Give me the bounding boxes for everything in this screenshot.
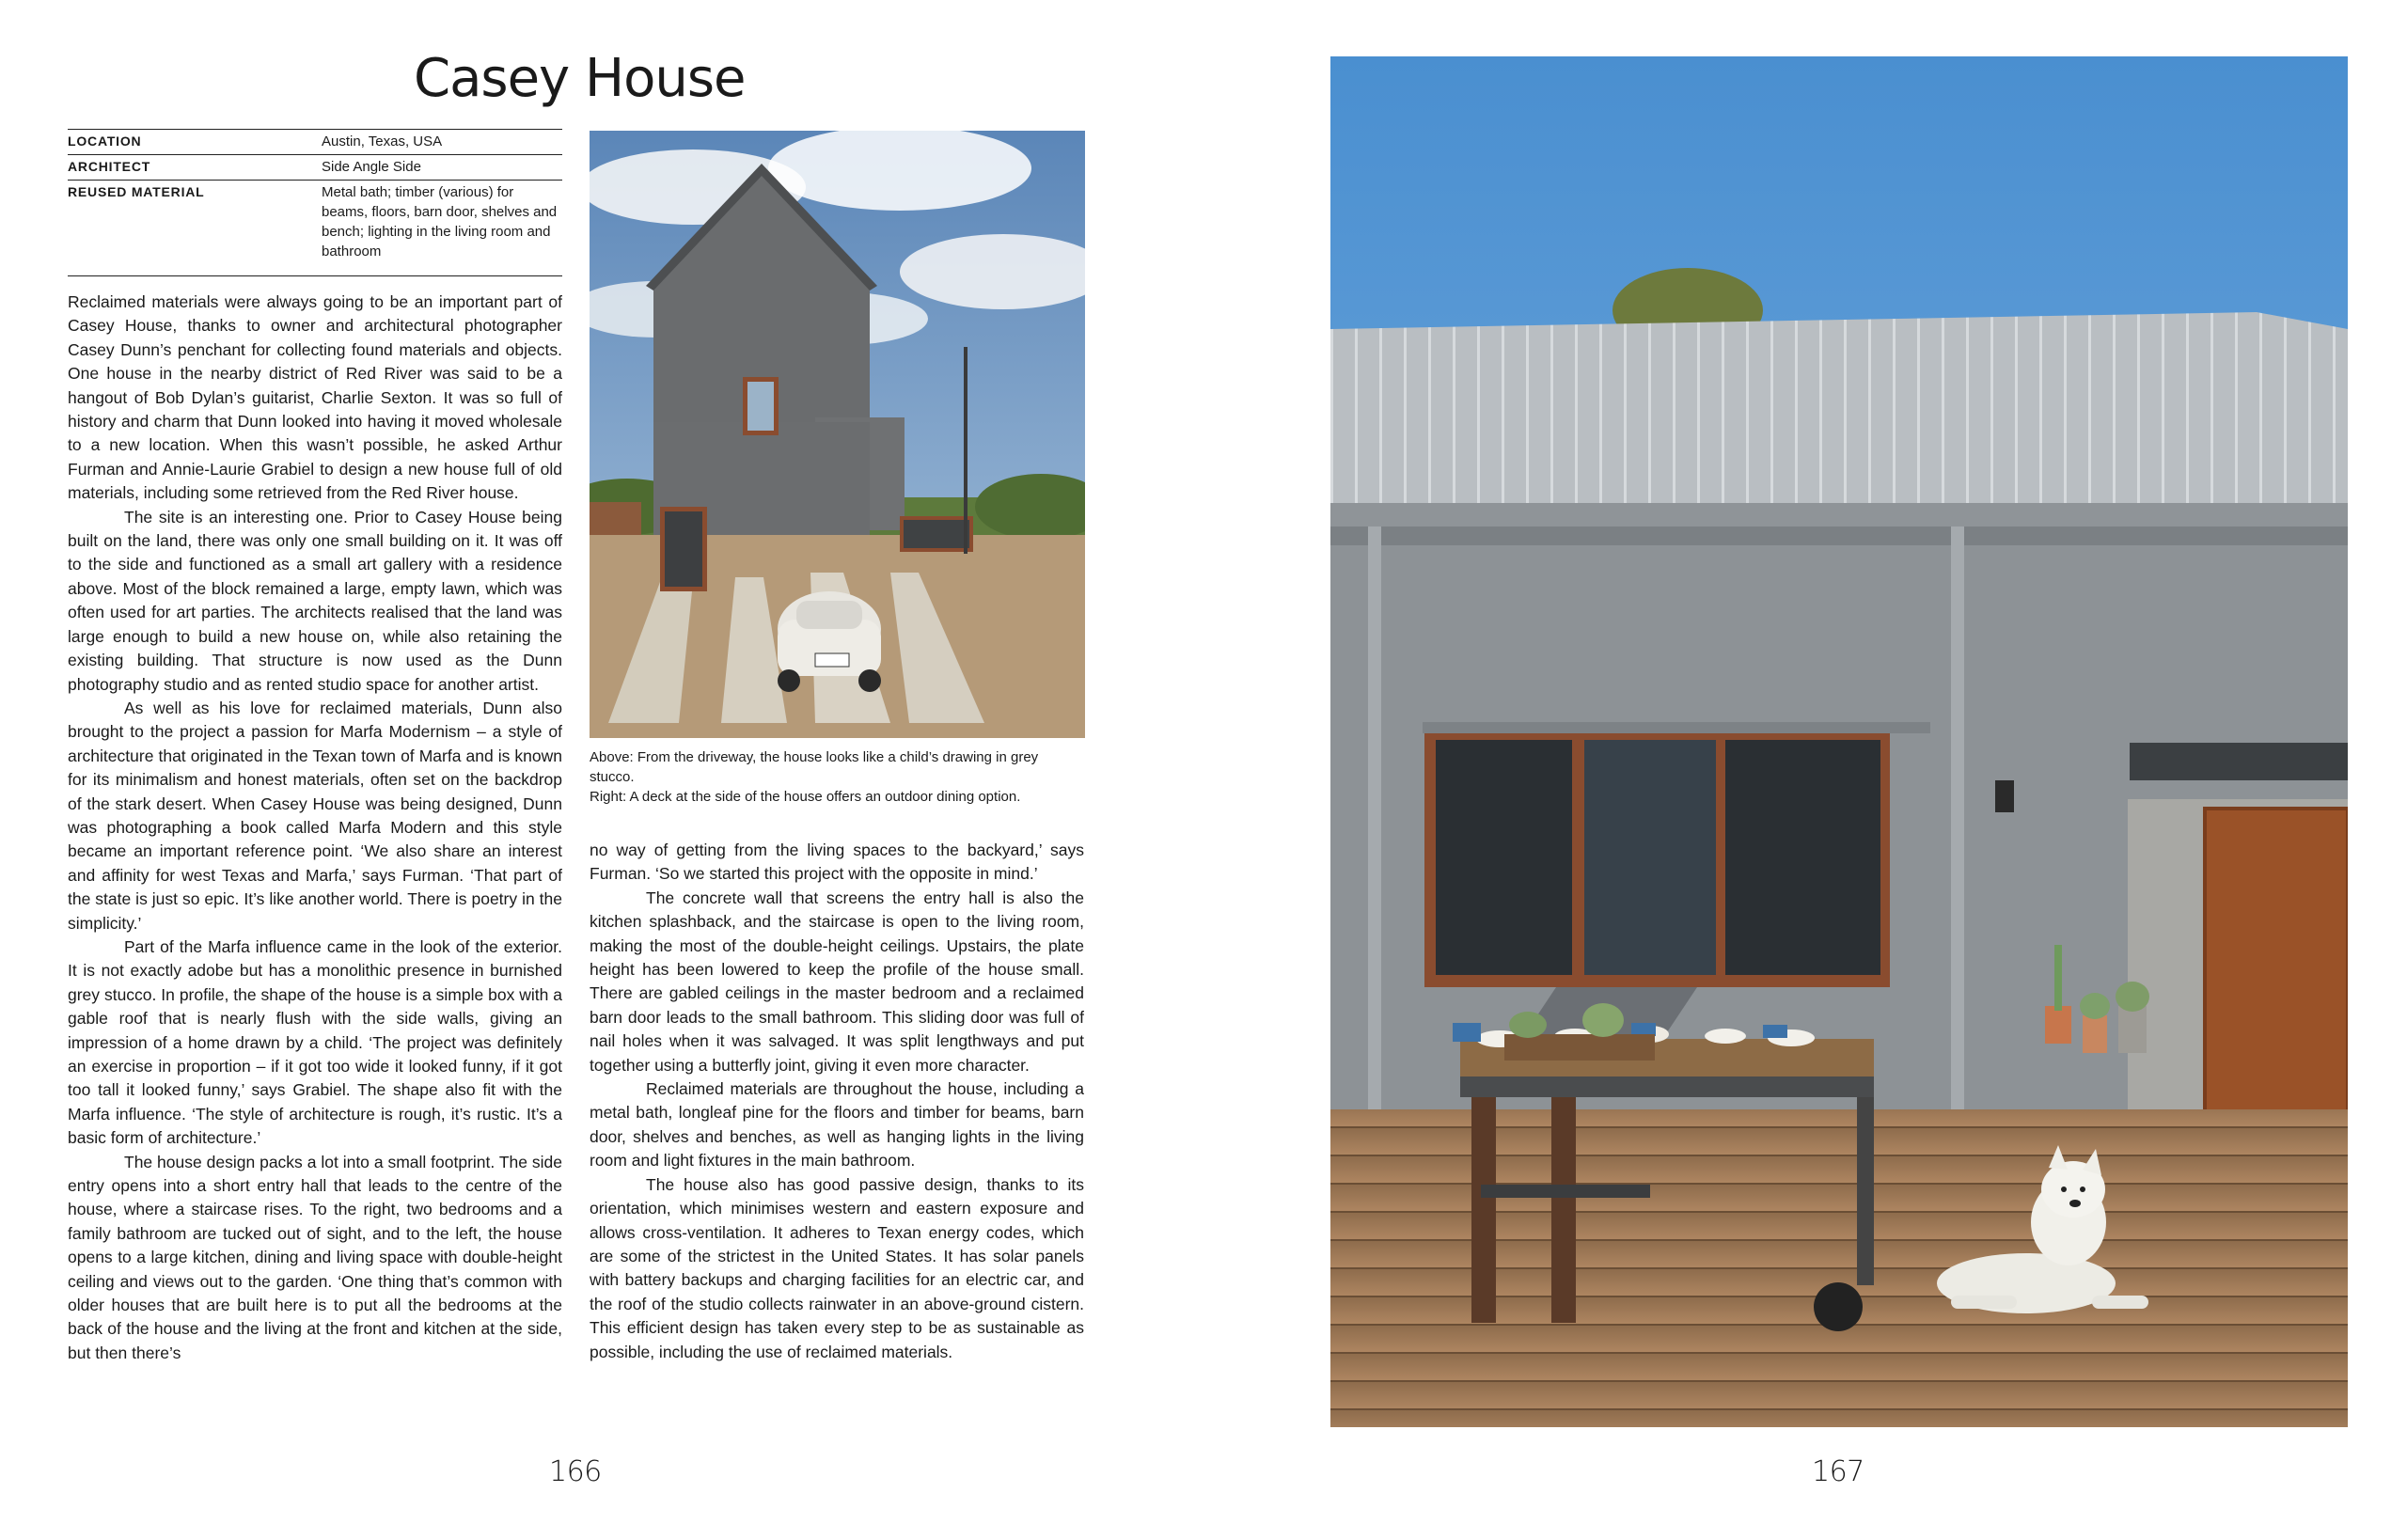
body-column-1: [68, 291, 562, 1445]
photo-caption: [590, 747, 1085, 807]
paragraph: The house also has good passive design, thanks to its orientation, which minimises western and eastern exposure and allows cross-ventilation. It adheres to Texan energy codes, which are some of the strictest in the United States. It has solar panels with battery backups and charging facilities for an electric car, and the roof of the studio collects rainwater in an above-ground cistern. This efficient design has taken every step to be as sustainable as possible, including the use of reclaimed materials.: [590, 1174, 1084, 1361]
paragraph: no way of getting from the living spaces to the backyard,’ says Furman. ‘So we started this project with the opposite in mind.’: [590, 841, 1084, 884]
page-title: Casey House: [414, 48, 746, 109]
photo-house-driveway: [590, 131, 1085, 738]
info-label: LOCATION: [68, 134, 142, 149]
body-column-2: [590, 839, 1084, 1440]
info-row-reused-material: [68, 181, 562, 264]
paragraph: Reclaimed materials were always going to be an important part of Casey House, thanks to owner and architectural photographer Casey Dunn’s penchant for collecting found materials and objects. One house in the nearby district of Red River was said to be a hangout of Bob Dylan’s guitarist, Charlie Sexton. It was so full of history and charm that Dunn looked into having it moved wholesale to a new location. When this wasn’t possible, he asked Arthur Furman and Annie-Laurie Grabiel to design a new house full of old materials, including some retrieved from the Red River house.: [68, 292, 562, 503]
info-row-location: [68, 130, 562, 155]
info-value: Austin, Texas, USA: [322, 134, 443, 149]
info-row-architect: [68, 155, 562, 181]
caption-right: Right: A deck at the side of the house offers an outdoor dining option.: [590, 789, 1021, 805]
info-label: ARCHITECT: [68, 159, 151, 174]
info-value: Metal bath; timber (various) for beams, floors, barn door, shelves and bench; lighting in the living room and bathroom: [322, 184, 558, 259]
info-value: Side Angle Side: [322, 159, 421, 175]
page-number-right: 167: [1812, 1455, 1864, 1488]
project-info-table: [68, 129, 562, 276]
paragraph: The house design packs a lot into a small footprint. The side entry opens into a short entry hall that leads to the centre of the house, where a staircase rises. To the right, two bedrooms and a family bathroom are tucked out of sight, and to the left, the house opens to a large kitchen, dining and living space with double-height ceiling and views out to the garden. ‘One thing that’s common with older houses that are built here is to put all the bedrooms at the back of the house and the living at the front and kitchen at the side, but then there’s: [68, 1152, 562, 1362]
paragraph: Part of the Marfa influence came in the look of the exterior. It is not exactly adobe but has a monolithic presence in burnished grey stucco. In profile, the shape of the house is a simple box with a gable roof that is nearly flush with the side walls, giving an impression of a home drawn by a child. ‘The project was definitely an exercise in proportion – if it got too wide it looked funny, if it got too tall it looked funny,’ says Grabiel. The shape also fit with the Marfa influence. ‘The style of architecture is rough, it’s rustic. It’s a basic form of architecture.’: [68, 936, 562, 1148]
paragraph: Reclaimed materials are throughout the house, including a metal bath, longleaf pine for the floors and timber for beams, barn door, shelves and benches, as well as hanging lights in the living room and light fixtures in the main bathroom.: [590, 1079, 1084, 1171]
info-label: REUSED MATERIAL: [68, 184, 205, 199]
paragraph: The site is an interesting one. Prior to Casey House being built on the land, there was only one small building on it. It was off to the side and functioned as a small art gallery with a residence above. Most of the block remained a large, empty lawn, which was often used for art parties. The architects realised that the land was large enough to build a new house on, while also retaining the existing building. That structure is now used as the Dunn photography studio and as rented studio space for another artist.: [68, 507, 562, 694]
paragraph: The concrete wall that screens the entry hall is also the kitchen splashback, and the staircase is open to the living room, making the most of the double-height ceilings. Upstairs, the plate height has been lowered to keep the profile of the house small. There are gabled ceilings in the master bedroom and a reclaimed barn door leads to the small bathroom. This sliding door was full of nail holes when it was salvaged. It was split lengthways and put together using a butterfly joint, giving it even more character.: [590, 888, 1084, 1075]
paragraph: As well as his love for reclaimed materials, Dunn also brought to the project a passion for Marfa Modernism – a style of architecture that originated in the Texan town of Marfa and is known for its minimalism and honest materials, often set on the backdrop of the stark desert. When Casey House was being designed, Dunn was photographing a book called Marfa Modern and this style became an important reference point. ‘We also share an interest and affinity for west Texas and Marfa,’ says Furman. ‘That part of the state is just so epic. It’s like another world. There is poetry in the simplicity.’: [68, 698, 562, 933]
photo-deck-dining: [1330, 56, 2348, 1427]
caption-above: Above: From the driveway, the house looks like a child’s drawing in grey stucco.: [590, 749, 1039, 785]
page-number-left: 166: [549, 1455, 602, 1488]
